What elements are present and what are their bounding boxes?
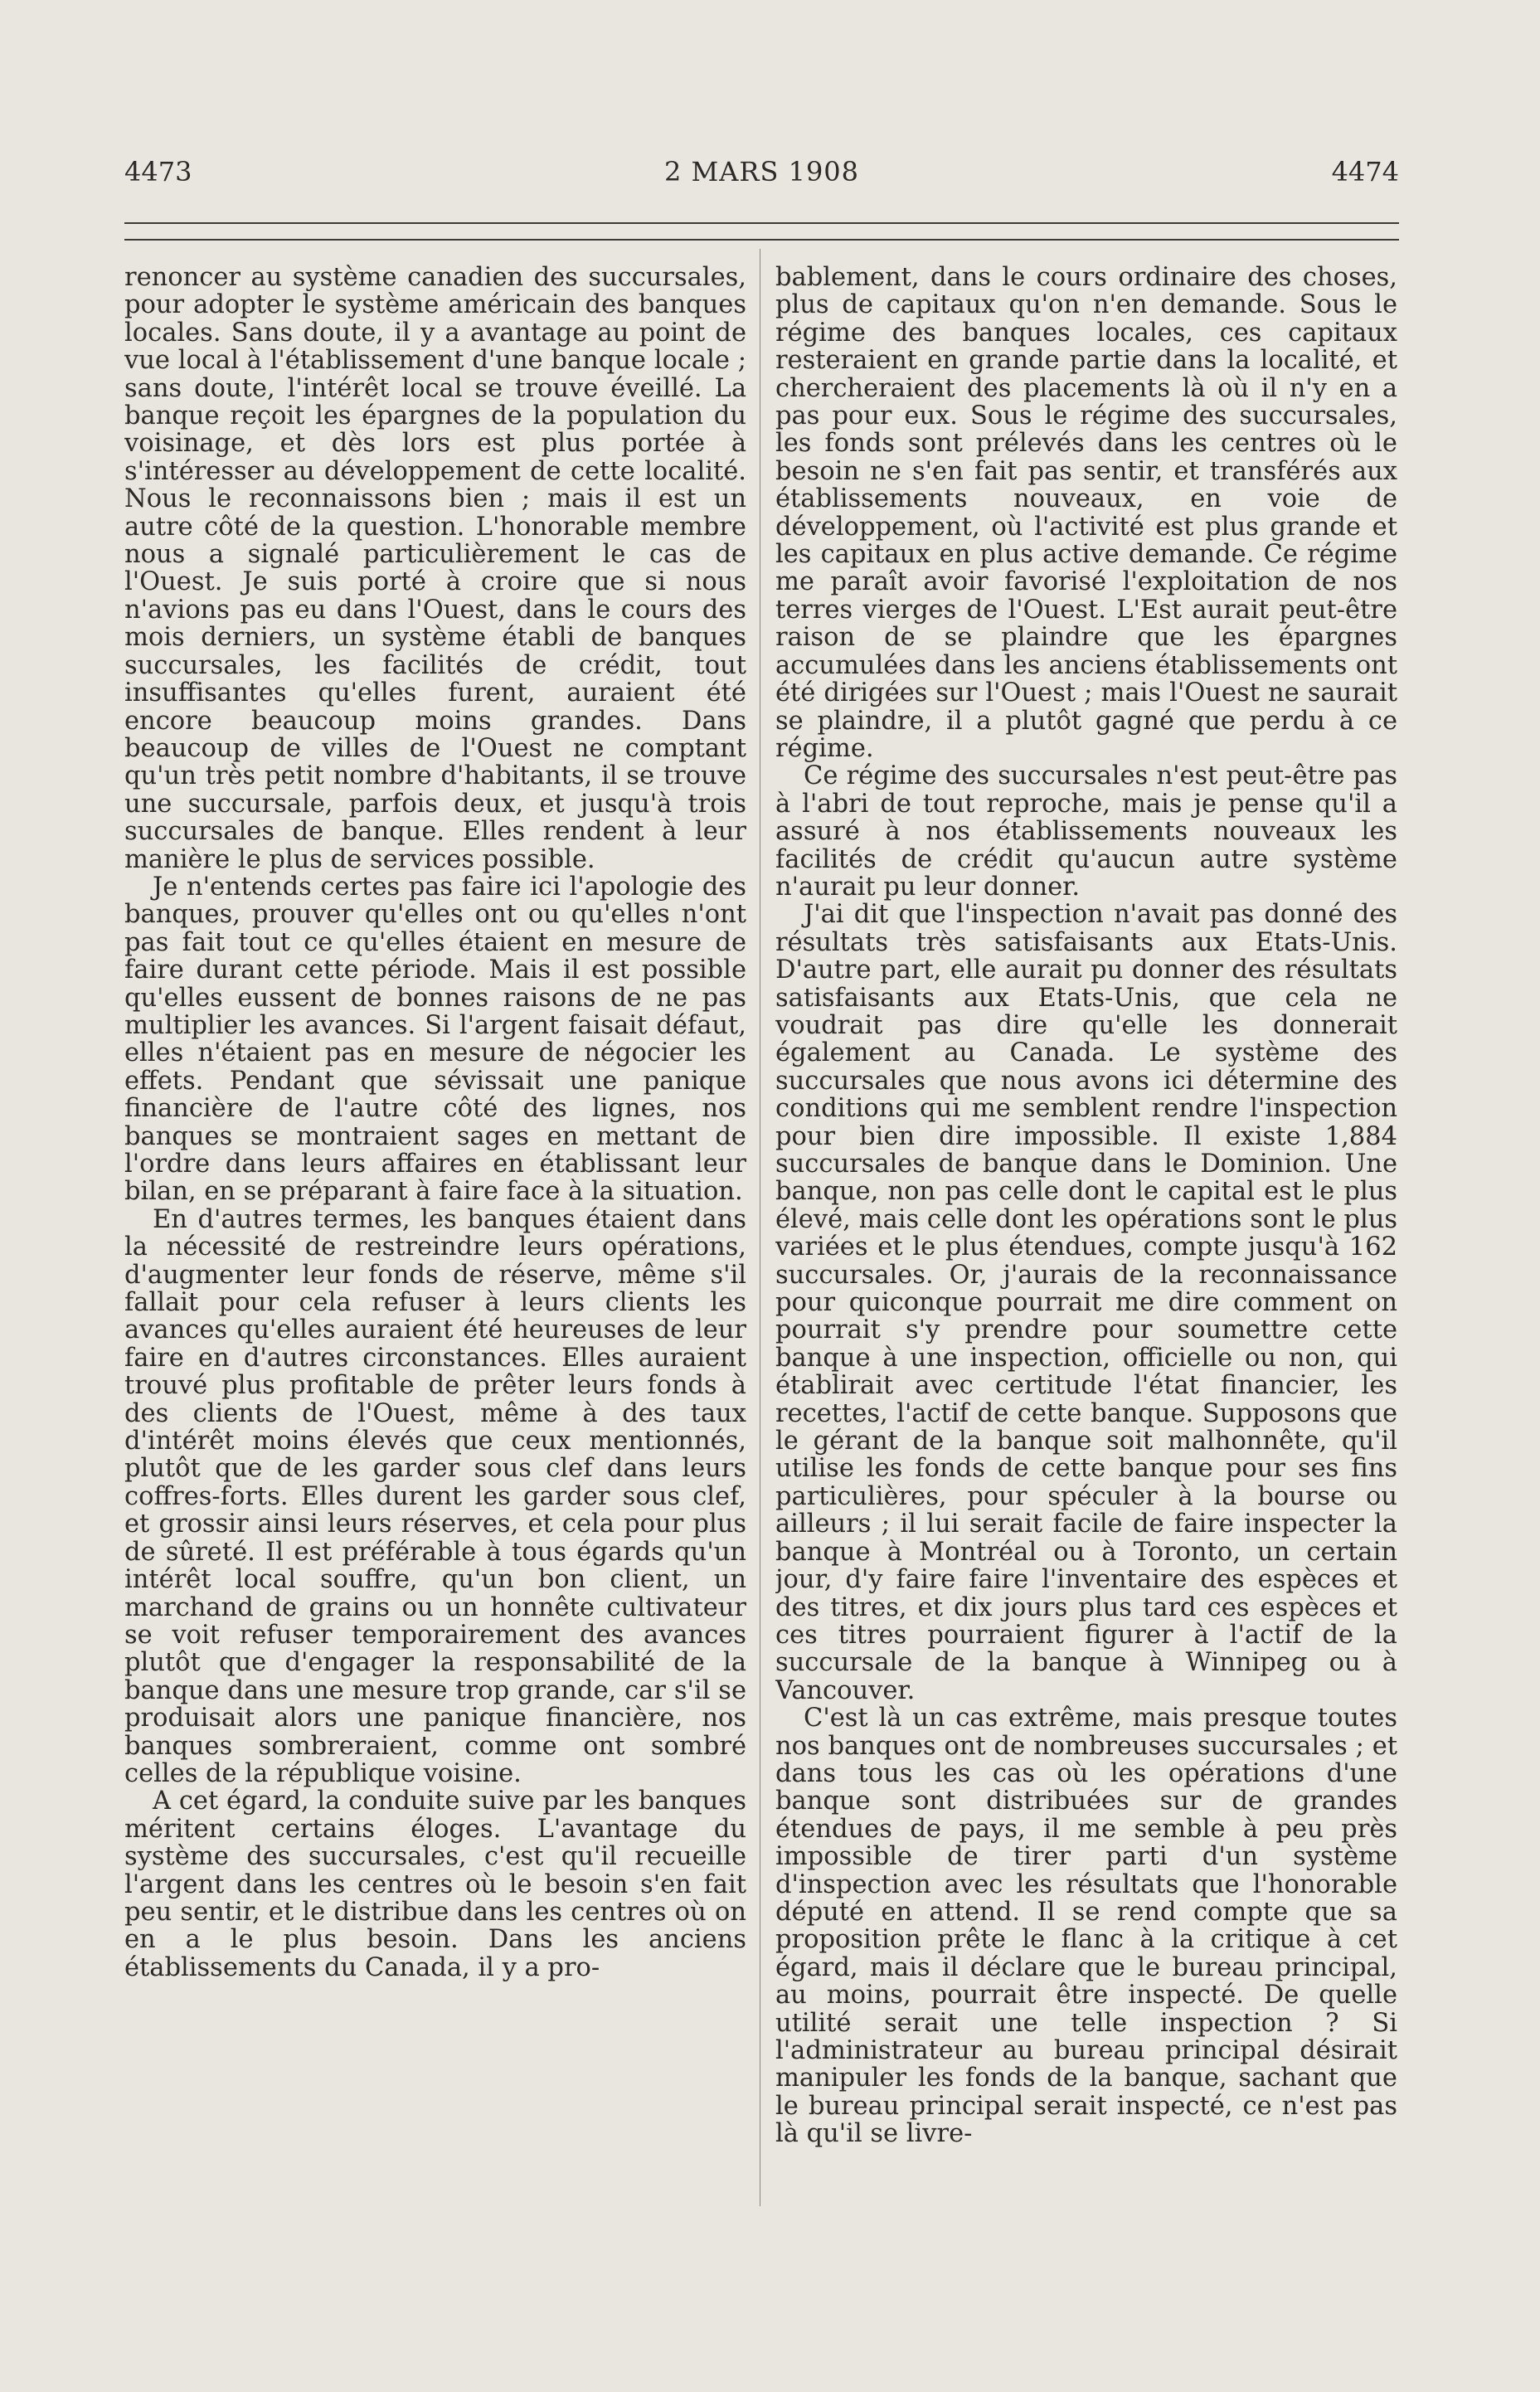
right-paragraph-3: J'ai dit que l'inspection n'avait pas donné des résultats très satisfaisants aux Etats-Unis. D'autre part, elle aurait pu donner des résultats satisfaisants aux Etats-Unis, que cela ne voudrait pas dire qu'elle les donnerait également au Canada. Le système des succursales que nous avons ici détermine des conditions qui me semblent rendre l'inspection pour bien dire impossible. Il existe 1,884 succursales de banque dans le Dominion. Une banque, non pas celle dont le capital est le plus élevé, mais celle dont les opérations sont le plus variées et le plus étendues, compte jusqu'à 162 succursales. Or, j'aurais de la reconnaissance pour quiconque pourrait me dire comment on pourrait s'y prendre pour soumettre cette banque à une inspection, officielle ou non, qui établirait avec certitude l'état financier, les recettes, l'actif de cette banque. Supposons que le gérant de la banque soit malhonnête, qu'il utilise les fonds de cette banque pour ses fins particulières, pour spéculer à la bourse ou ailleurs ; il lui serait facile de faire inspecter la banque à Montréal ou à Toronto, un certain jour, d'y faire faire l'inventaire des espèces et des titres, et dix jours plus tard ces espèces et ces titres pourraient figurer à l'actif de la succursale de la banque à Winnipeg ou à Vancouver. — [775, 900, 1397, 1705]
session-date: 2 MARS 1908 — [663, 156, 860, 187]
left-paragraph-1: renoncer au système canadien des succursales, pour adopter le système américain des banques locales. Sans doute, il y a avantage au point de vue local à l'établissement d'une banque locale ; sans doute, l'intérêt local se trouve éveillé. La banque reçoit les épargnes de la population du voisinage, et dès lors est plus portée à s'intéresser au développement de cette localité. Nous le reconnaissons bien ; mais il est un autre côté de la question. L'honorable membre nous a signalé particulièrement le cas de l'Ouest. Je suis porté à croire que si nous n'avions pas eu dans l'Ouest, dans le cours des mois derniers, un système établi de banques succursales, les facilités de crédit, tout insuffisantes qu'elles furent, auraient été encore beaucoup moins grandes. Dans beaucoup de villes de l'Ouest ne comptant qu'un très petit nombre d'habitants, il se trouve une succursale, parfois deux, et jusqu'à trois succursales de banque. Elles rendent à leur manière le plus de services possible. — [124, 264, 746, 874]
right-paragraph-1: bablement, dans le cours ordinaire des choses, plus de capitaux qu'on n'en demande. Sous le régime des banques locales, ces capitaux resteraient en grande partie dans la localité, et chercheraient des placements là où il n'y en a pas pour eux. Sous le régime des succursales, les fonds sont prélevés dans les centres où le besoin ne s'en fait pas sentir, et transférés aux établissements nouveaux, en voie de développement, où l'activité est plus grande et les capitaux en plus active demande. Ce régime me paraît avoir favorisé l'exploitation de nos terres vierges de l'Ouest. L'Est aurait peut-être raison de se plaindre que les épargnes accumulées dans les anciens établissements ont été dirigées sur l'Ouest ; mais l'Ouest ne saurait se plaindre, il a plutôt gagné que perdu à ce régime. — [775, 264, 1397, 763]
right-column — [775, 264, 1397, 2254]
right-paragraph-4: C'est là un cas extrême, mais presque toutes nos banques ont de nombreuses succursales ; et dans tous les cas où les opérations d'une banque sont distribuées sur de grandes étendues de pays, il me semble à peu près impossible de tirer parti d'un système d'inspection avec les résultats que l'honorable député en attend. Il se rend compte que sa proposition prête le flanc à la critique à cet égard, mais il déclare que le bureau principal, au moins, pourrait être inspecté. De quelle utilité serait une telle inspection ? Si l'administrateur au bureau principal désirait manipuler les fonds de la banque, sachant que le bureau principal serait inspecté, ce n'est pas là qu'il se livre- — [775, 1704, 1397, 2149]
page-number-right: 4474 — [1331, 156, 1399, 187]
left-paragraph-2: Je n'entends certes pas faire ici l'apologie des banques, prouver qu'elles ont ou qu'elles n'ont pas fait tout ce qu'elles étaient en mesure de faire durant cette période. Mais il est possible qu'elles eussent de bonnes raisons de ne pas multiplier les avances. Si l'argent faisait défaut, elles n'étaient pas en mesure de négocier les effets. Pendant que sévissait une panique financière de l'autre côté des lignes, nos banques se montraient sages en mettant de l'ordre dans leurs affaires en établissant leur bilan, en se préparant à faire face à la situation. — [124, 872, 746, 1207]
left-paragraph-3: En d'autres termes, les banques étaient dans la nécessité de restreindre leurs opérations, d'augmenter leur fonds de réserve, même s'il fallait pour cela refuser à leurs clients les avances qu'elles auraient été heureuses de leur faire en d'autres circonstances. Elles auraient trouvé plus profitable de prêter leurs fonds à des clients de l'Ouest, même à des taux d'intérêt moins élevés que ceux mentionnés, plutôt que de les garder sous clef dans leurs coffres-forts. Elles durent les garder sous clef, et grossir ainsi leurs réserves, et cela pour plus de sûreté. Il est préférable à tous égards qu'un intérêt local souffre, qu'un bon client, un marchand de grains ou un honnête cultivateur se voit refuser temporairement des avances plutôt que d'engager la responsabilité de la banque dans une mesure trop grande, car s'il se produisait alors une panique financière, nos banques sombreraient, comme ont sombré celles de la république voisine. — [124, 1204, 746, 1788]
page-header — [124, 156, 1399, 206]
page-number-left: 4473 — [124, 156, 192, 187]
left-paragraph-4: A cet égard, la conduite suive par les banques méritent certains éloges. L'avantage du système des succursales, c'est qu'il recueille l'argent dans les centres où le besoin s'en fait peu sentir, et le distribue dans les centres où on en a le plus besoin. Dans les anciens établissements du Canada, il y a pro- — [124, 1787, 746, 1982]
left-column — [124, 264, 746, 2254]
right-paragraph-2: Ce régime des succursales n'est peut-être pas à l'abri de tout reproche, mais je pense qu'il a assuré à nos établissements nouveaux les facilités de crédit qu'aucun autre système n'aurait pu leur donner. — [775, 761, 1397, 902]
header-double-rule — [124, 222, 1399, 241]
